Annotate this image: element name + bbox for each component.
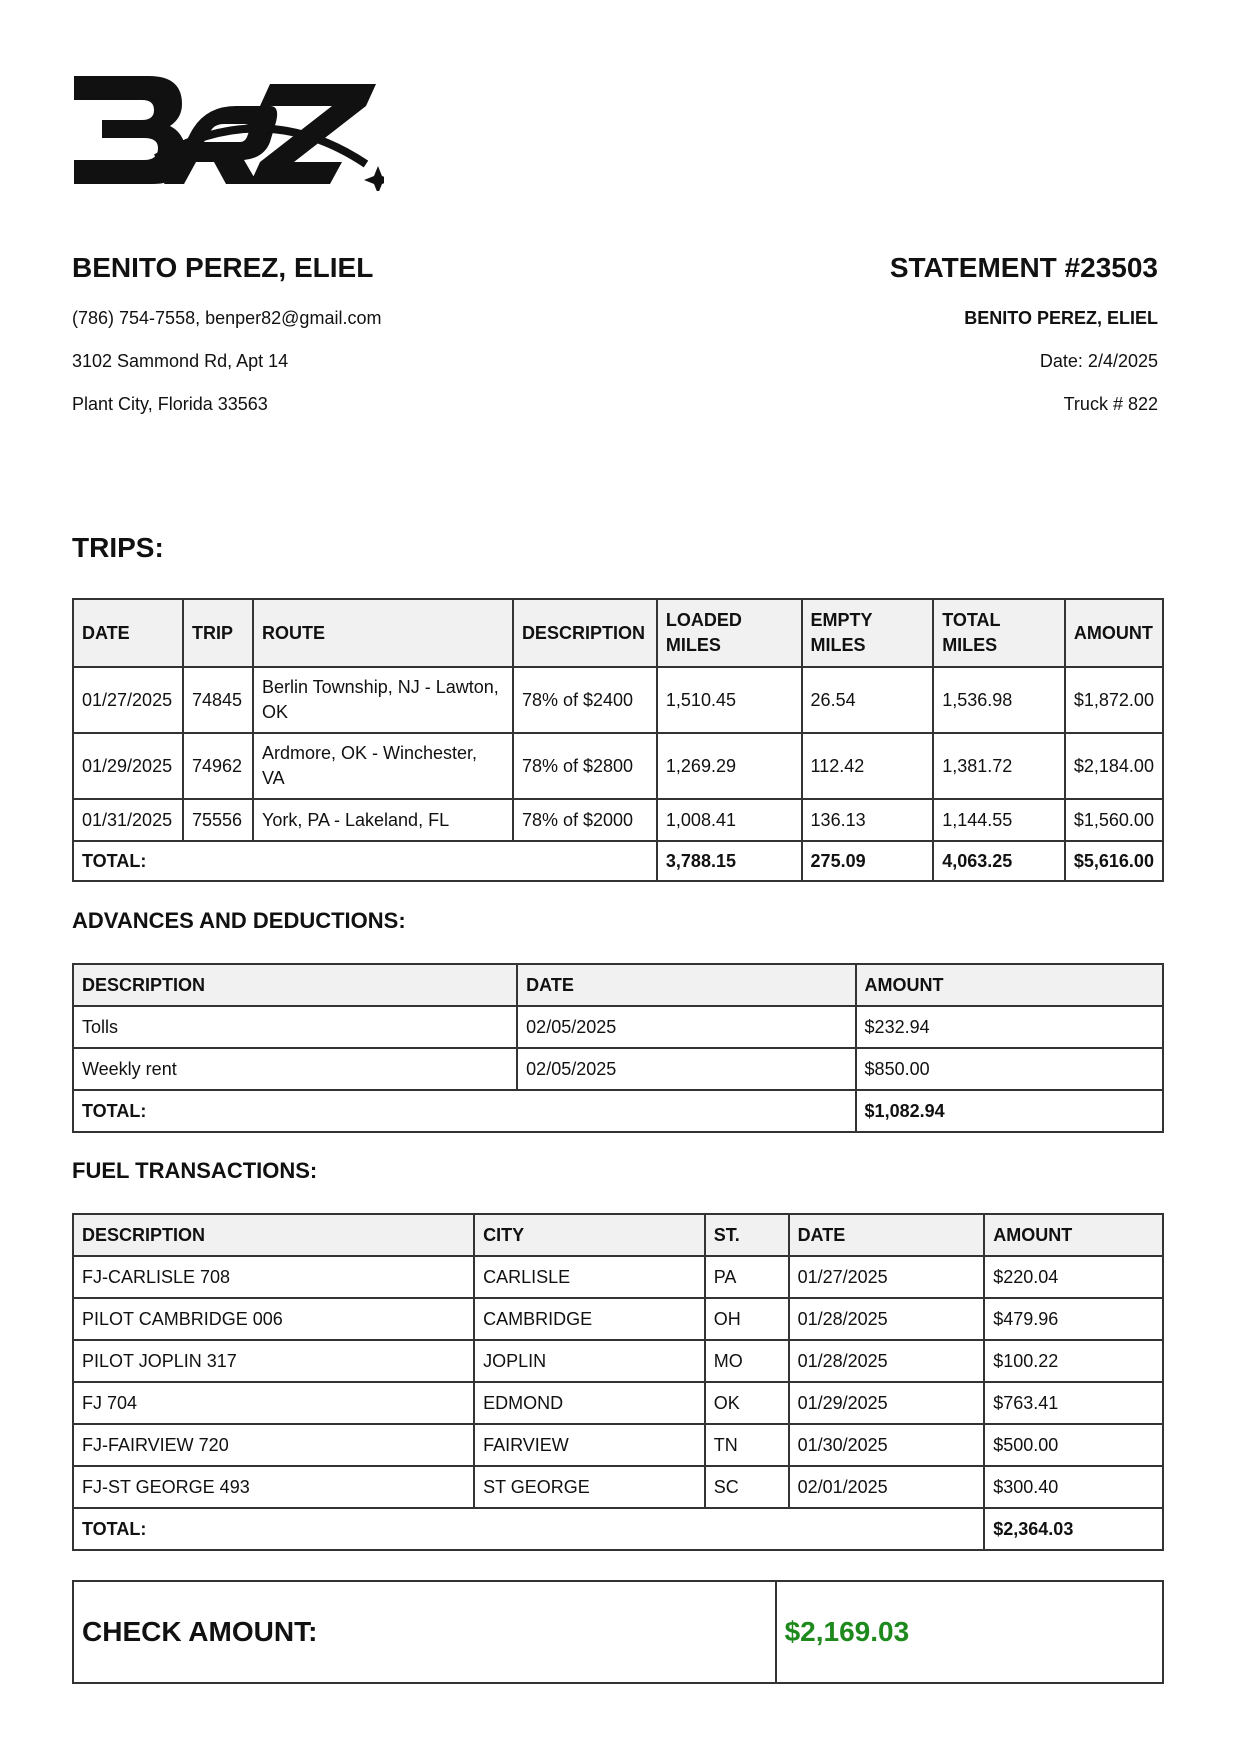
cell: FJ 704: [73, 1382, 474, 1424]
total-empty-miles: 275.09: [802, 841, 934, 881]
trips-heading: TRIPS:: [72, 532, 164, 563]
total-label: TOTAL:: [73, 841, 657, 881]
cell: FJ-CARLISLE 708: [73, 1256, 474, 1298]
cell: CAMBRIDGE: [474, 1298, 705, 1340]
cell: 26.54: [802, 667, 934, 733]
cell: OH: [705, 1298, 789, 1340]
table-row: [73, 1298, 1163, 1340]
cell: 1,536.98: [933, 667, 1065, 733]
cell: 1,008.41: [657, 799, 802, 841]
table-row: [73, 1424, 1163, 1466]
cell: 1,269.29: [657, 733, 802, 799]
trips-header-row: [73, 599, 1163, 667]
statement-driver-name: BENITO PEREZ, ELIEL: [964, 308, 1158, 328]
total-label: TOTAL:: [73, 1090, 856, 1132]
table-row: [73, 733, 1163, 799]
cell: 01/28/2025: [789, 1340, 985, 1382]
cell: PILOT JOPLIN 317: [73, 1340, 474, 1382]
total-amount: $1,082.94: [856, 1090, 1163, 1132]
total-amount: $2,364.03: [984, 1508, 1163, 1550]
cell: $850.00: [856, 1048, 1163, 1090]
brz-logo: [74, 76, 384, 191]
cell: SC: [705, 1466, 789, 1508]
col-empty-miles: EMPTY MILES: [802, 599, 934, 667]
check-amount-value: $2,169.03: [776, 1581, 1163, 1683]
cell: JOPLIN: [474, 1340, 705, 1382]
cell: 1,144.55: [933, 799, 1065, 841]
cell: FJ-ST GEORGE 493: [73, 1466, 474, 1508]
trips-table: [72, 598, 1164, 882]
total-total-miles: 4,063.25: [933, 841, 1065, 881]
cell: 74845: [183, 667, 253, 733]
cell: PILOT CAMBRIDGE 006: [73, 1298, 474, 1340]
col-description: DESCRIPTION: [513, 599, 657, 667]
cell: ST GEORGE: [474, 1466, 705, 1508]
cell: Berlin Township, NJ - Lawton, OK: [253, 667, 513, 733]
cell: 75556: [183, 799, 253, 841]
col-amount: AMOUNT: [856, 964, 1163, 1006]
total-loaded-miles: 3,788.15: [657, 841, 802, 881]
cell: $1,872.00: [1065, 667, 1163, 733]
col-date: DATE: [789, 1214, 985, 1256]
col-loaded-miles: LOADED MILES: [657, 599, 802, 667]
cell: $220.04: [984, 1256, 1163, 1298]
truck-number: Truck # 822: [1063, 394, 1158, 414]
deductions-table: [72, 963, 1164, 1133]
cell: $763.41: [984, 1382, 1163, 1424]
cell: 01/27/2025: [73, 667, 183, 733]
cell: 01/31/2025: [73, 799, 183, 841]
table-row: [73, 1048, 1163, 1090]
cell: 01/27/2025: [789, 1256, 985, 1298]
driver-address-line-2: Plant City, Florida 33563: [72, 394, 268, 414]
total-amount: $5,616.00: [1065, 841, 1163, 881]
cell: $232.94: [856, 1006, 1163, 1048]
cell: Tolls: [73, 1006, 517, 1048]
fuel-table: [72, 1213, 1164, 1551]
cell: PA: [705, 1256, 789, 1298]
fuel-header-row: [73, 1214, 1163, 1256]
cell: 136.13: [802, 799, 934, 841]
cell: FJ-FAIRVIEW 720: [73, 1424, 474, 1466]
col-amount: AMOUNT: [1065, 599, 1163, 667]
table-row: [73, 1382, 1163, 1424]
cell: 02/05/2025: [517, 1006, 855, 1048]
table-row: [73, 1466, 1163, 1508]
cell: $1,560.00: [1065, 799, 1163, 841]
cell: $500.00: [984, 1424, 1163, 1466]
cell: 78% of $2400: [513, 667, 657, 733]
deductions-total-row: [73, 1090, 1163, 1132]
driver-address-line-1: 3102 Sammond Rd, Apt 14: [72, 351, 289, 371]
col-total-miles: TOTAL MILES: [933, 599, 1065, 667]
cell: 74962: [183, 733, 253, 799]
cell: 01/30/2025: [789, 1424, 985, 1466]
deductions-header-row: [73, 964, 1163, 1006]
col-amount: AMOUNT: [984, 1214, 1163, 1256]
cell: Ardmore, OK - Winchester, VA: [253, 733, 513, 799]
table-row: [73, 799, 1163, 841]
cell: CARLISLE: [474, 1256, 705, 1298]
cell: York, PA - Lakeland, FL: [253, 799, 513, 841]
cell: FAIRVIEW: [474, 1424, 705, 1466]
cell: 78% of $2000: [513, 799, 657, 841]
col-description: DESCRIPTION: [73, 1214, 474, 1256]
cell: 02/01/2025: [789, 1466, 985, 1508]
cell: MO: [705, 1340, 789, 1382]
total-label: TOTAL:: [73, 1508, 984, 1550]
cell: 1,381.72: [933, 733, 1065, 799]
cell: 02/05/2025: [517, 1048, 855, 1090]
cell: $300.40: [984, 1466, 1163, 1508]
statement-title: STATEMENT #23503: [889, 252, 1158, 283]
cell: 1,510.45: [657, 667, 802, 733]
col-state: ST.: [705, 1214, 789, 1256]
trips-total-row: [73, 841, 1163, 881]
col-route: ROUTE: [253, 599, 513, 667]
col-date: DATE: [73, 599, 183, 667]
cell: 01/28/2025: [789, 1298, 985, 1340]
deductions-heading: ADVANCES AND DEDUCTIONS:: [72, 908, 406, 933]
cell: OK: [705, 1382, 789, 1424]
col-city: CITY: [474, 1214, 705, 1256]
cell: 78% of $2800: [513, 733, 657, 799]
table-row: [73, 1340, 1163, 1382]
table-row: [73, 1256, 1163, 1298]
cell: Weekly rent: [73, 1048, 517, 1090]
check-amount-box: [72, 1580, 1164, 1684]
col-description: DESCRIPTION: [73, 964, 517, 1006]
cell: 01/29/2025: [789, 1382, 985, 1424]
fuel-total-row: [73, 1508, 1163, 1550]
col-trip: TRIP: [183, 599, 253, 667]
cell: $100.22: [984, 1340, 1163, 1382]
cell: $2,184.00: [1065, 733, 1163, 799]
cell: $479.96: [984, 1298, 1163, 1340]
statement-date: Date: 2/4/2025: [1039, 351, 1158, 371]
table-row: [73, 1006, 1163, 1048]
driver-contact: (786) 754-7558, benper82@gmail.com: [72, 308, 382, 328]
cell: TN: [705, 1424, 789, 1466]
cell: 01/29/2025: [73, 733, 183, 799]
col-date: DATE: [517, 964, 855, 1006]
fuel-heading: FUEL TRANSACTIONS:: [72, 1158, 318, 1183]
driver-name: BENITO PEREZ, ELIEL: [72, 252, 374, 283]
check-amount-label: CHECK AMOUNT:: [73, 1581, 776, 1683]
table-row: [73, 667, 1163, 733]
cell: EDMOND: [474, 1382, 705, 1424]
cell: 112.42: [802, 733, 934, 799]
